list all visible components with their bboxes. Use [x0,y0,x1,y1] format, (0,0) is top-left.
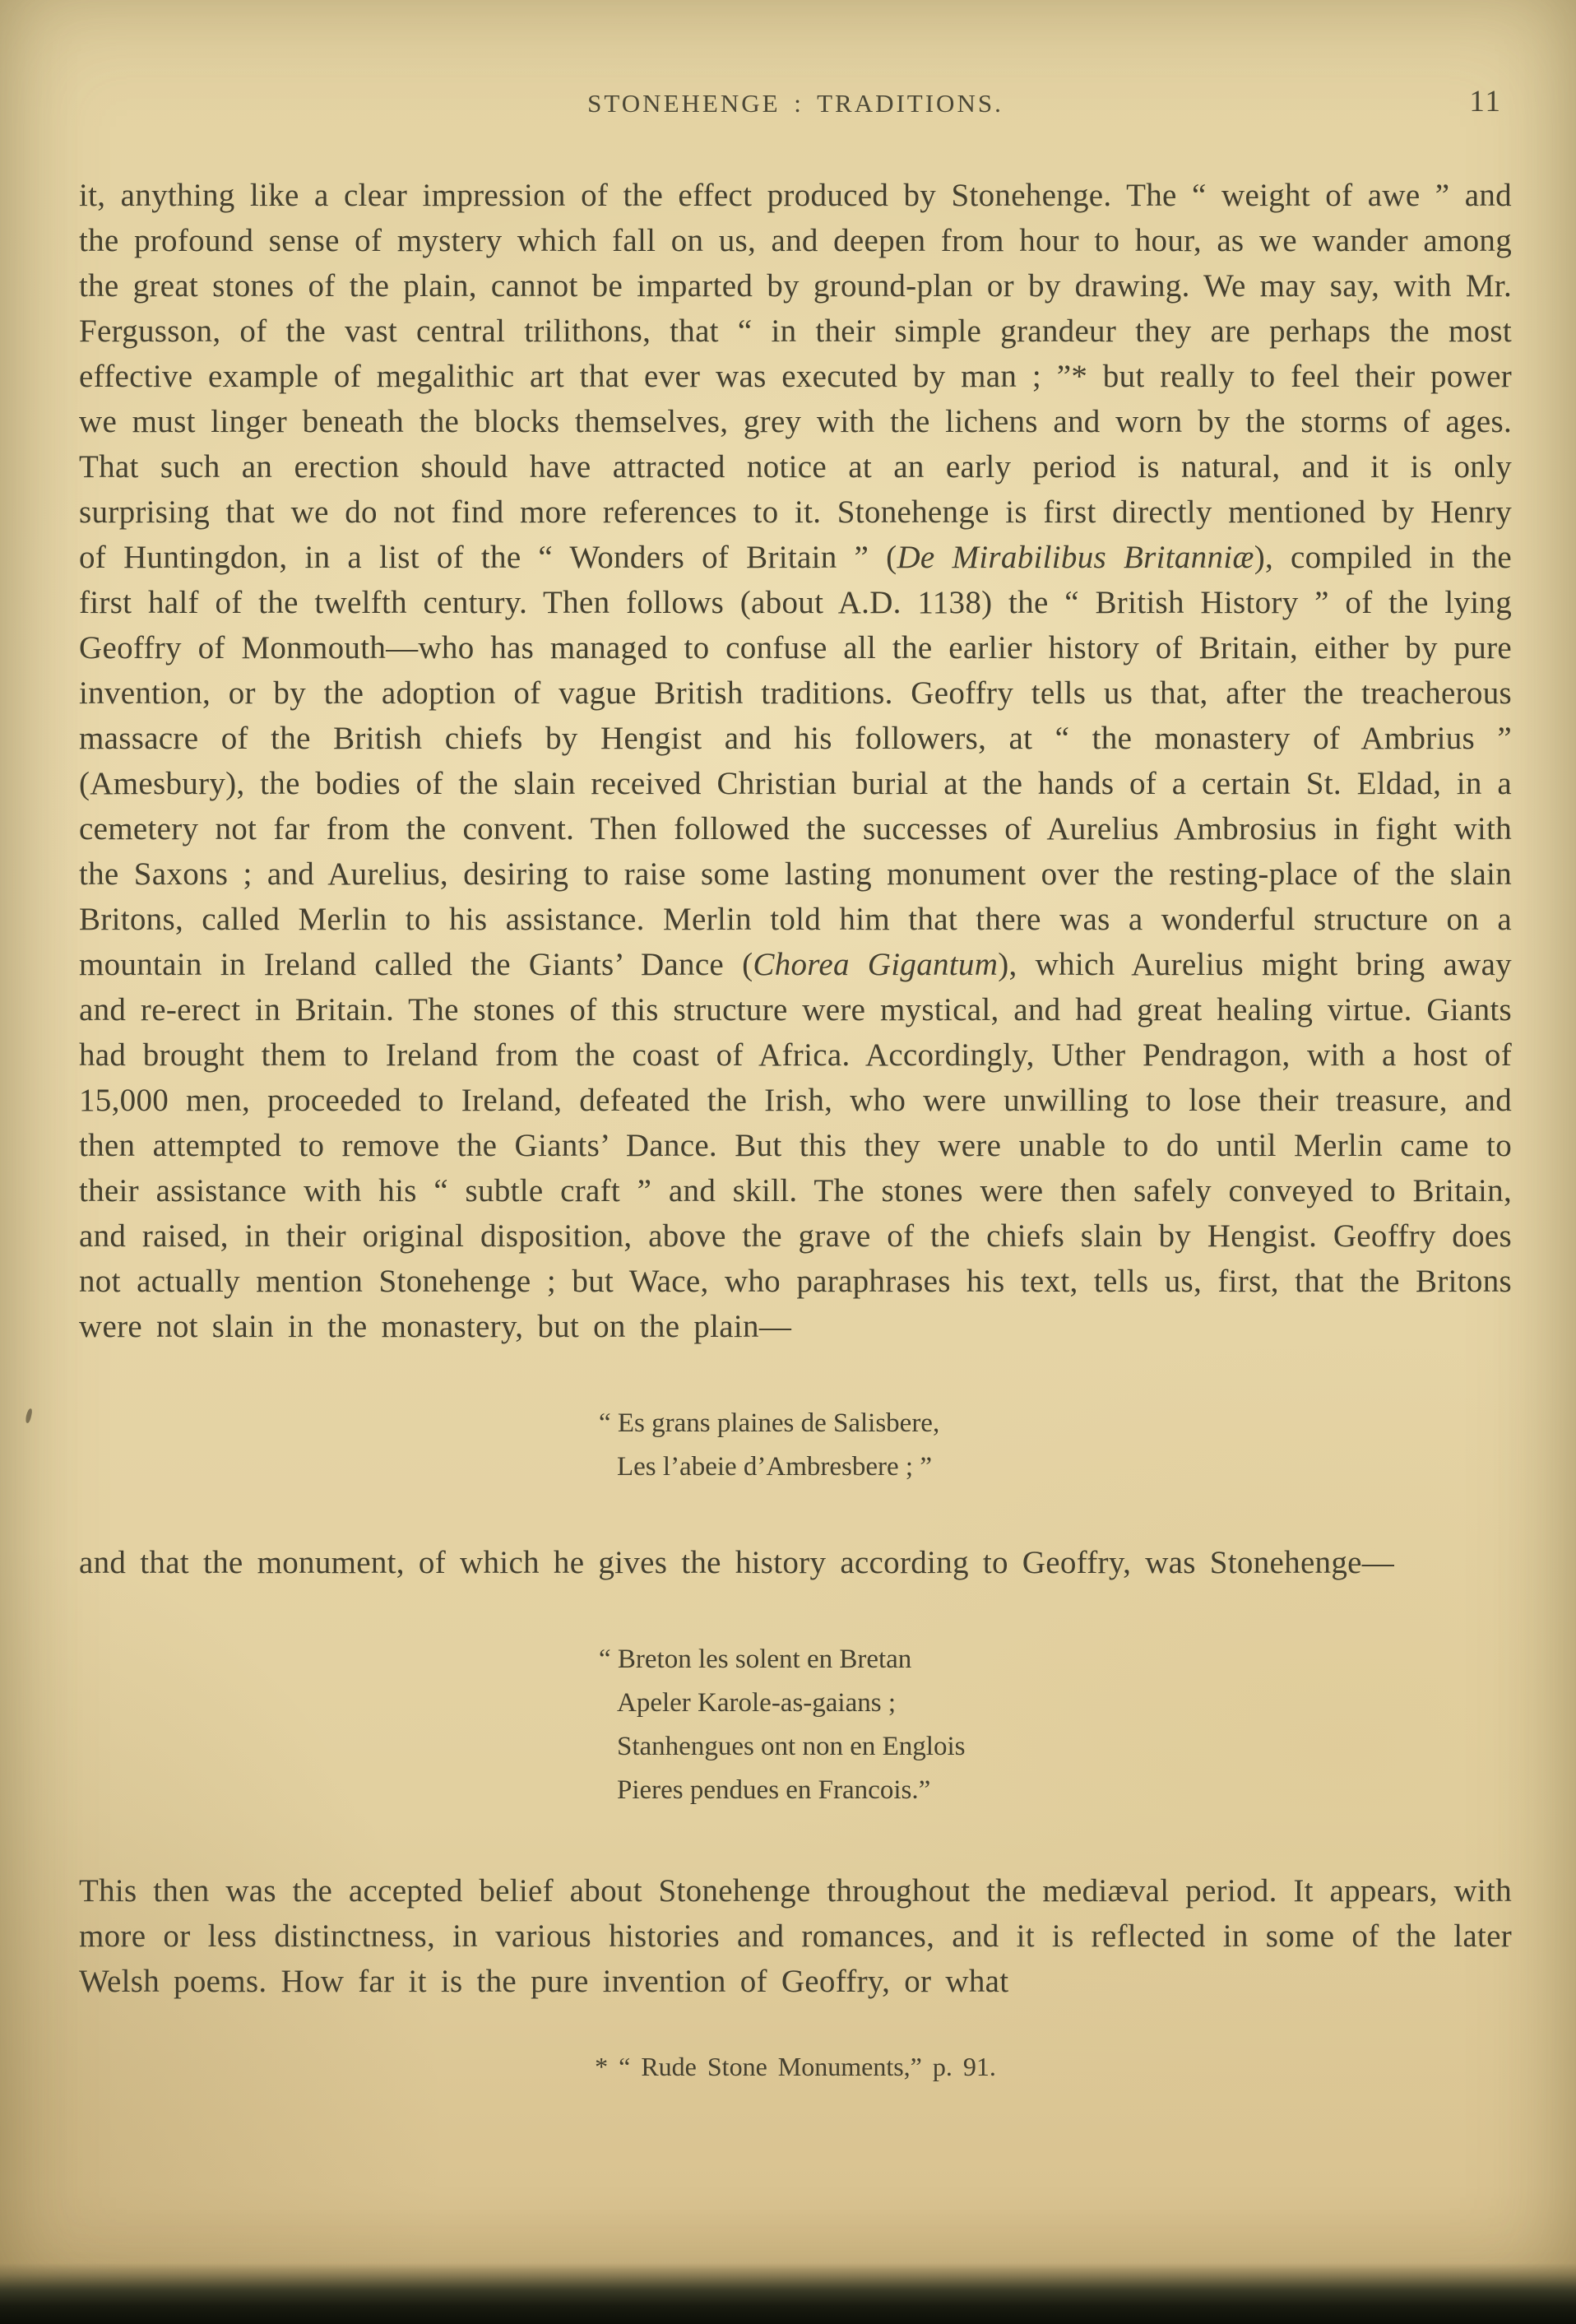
page-number: 11 [1469,85,1502,118]
main-paragraph: it, anything like a clear impression of the effect produced by Stonehenge. The “ weight of awe ” and the profound sense of mystery which fall on us, and deepen from hour to hour, as we wander among the great stones of the plain, cannot be imparted by ground-plan or by drawing. We may say, with Mr. Fergusson, of the vast central trilithons, that “ in their simple grandeur they are perhaps the most effective example of megalithic art that ever was executed by man ; ”* but really to feel their power we must linger beneath the blocks themselves, grey with the lichens and worn by the storms of ages. That such an erection should have attracted notice at an early period is natural, and it is only surprising that we do not find more references to it. Stonehenge is first directly mentioned by Henry of Huntingdon, in a list of the “ Wonders of Britain ” (De Mirabilibus Britanniæ), compiled in the first half of the twelfth century. Then follows (about A.D. 1138) the “ British History ” of the lying Geoffry of Monmouth—who has managed to confuse all the earlier history of Britain, either by pure invention, or by the adoption of vague British traditions. Geoffry tells us that, after the treacherous massacre of the British chiefs by Hengist and his followers, at “ the monastery of Ambrius ” (Amesbury), the bodies of the slain received Christian burial at the hands of a certain St. Eldad, in a cemetery not far from the convent. Then followed the successes of Aurelius Ambrosius in fight with the Saxons ; and Aurelius, desiring to raise some lasting monument over the resting-place of the slain Britons, called Merlin to his assistance. Merlin told him that there was a wonderful structure on a mountain in Ireland called the Giants’ Dance (Chorea Gigantum), which Aurelius might bring away and re-erect in Britain. The stones of this structure were mystical, and had great healing virtue. Giants had brought them to Ireland from the coast of Africa. Accordingly, Uther Pendragon, with a host of 15,000 men, proceeded to Ireland, defeated the Irish, who were unwilling to lose their treasure, and then attempted to remove the Giants’ Dance. But this they were unable to do until Merlin came to their assistance with his “ subtle craft ” and skill. The stones were then safely conveyed to Britain, and raised, in their original disposition, above the grave of the chiefs slain by Hengist. Geoffry does not actually mention Stonehenge ; but Wace, who paraphrases his text, tells us, first, that the Britons were not slain in the monastery, but on the plain— [79,178,1512,1344]
verse-line: Stanhengues ont non en Englois [617,1732,966,1761]
verse-line: “ Breton les solent en Bretan [599,1644,912,1674]
verse-quote-1 [599,1402,1512,1489]
verse-line: “ Es grans plaines de Salisbere, [599,1408,940,1438]
bridge-paragraph: and that the monument, of which he gives the history according to Geoffry, was Stonehenge— [79,1545,1395,1580]
verse-quote-2 [599,1638,1512,1812]
verse-line: Les l’abeie d’Ambresbere ; ” [617,1452,932,1482]
footnote: * “ Rude Stone Monuments,” p. 91. [595,2052,996,2081]
closing-paragraph: This then was the accepted belief about Stonehenge throughout the mediæval period. It appears, with more or less distinctness, in various histories and romances, and it is reflected in some of the later Welsh poems. How far it is the pure invention of Geoffry, or what [79,1873,1512,1999]
running-title: STONEHENGE : TRADITIONS. [587,89,1004,118]
pen-mark [25,1408,33,1424]
verse-line: Pieres pendues en Francois.” [617,1775,931,1805]
page-header [79,85,1512,125]
verse-line: Apeler Karole-as-gaians ; [617,1688,897,1718]
bottom-scan-edge [0,2263,1576,2324]
page-body [79,173,1512,2082]
